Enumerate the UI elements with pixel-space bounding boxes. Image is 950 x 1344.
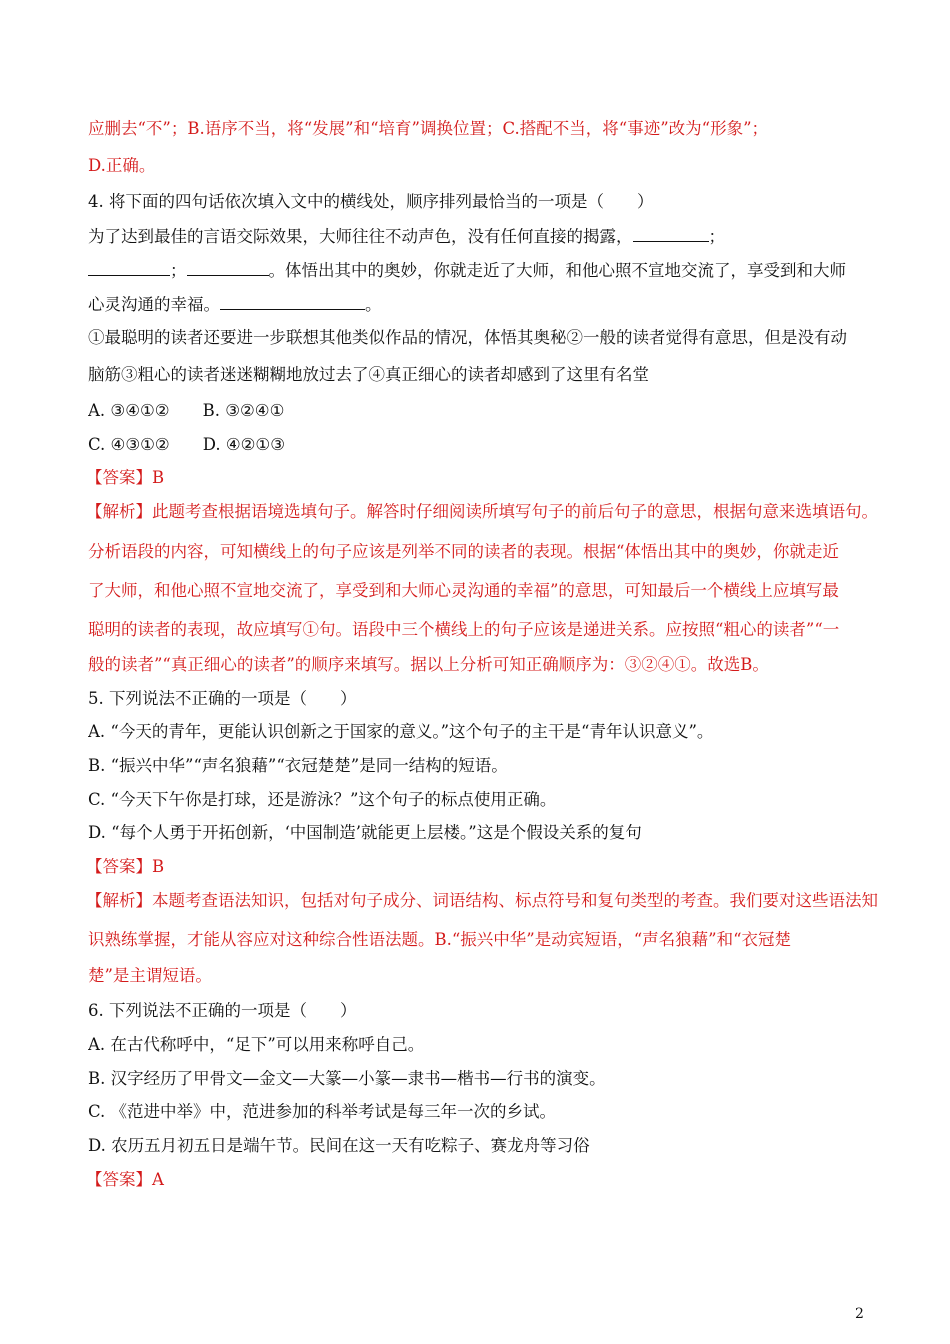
question-4-passage-line-1: [88, 225, 888, 248]
question-5-analysis: [86, 890, 886, 912]
fill-blank: [633, 225, 709, 242]
analysis-text: 本题考查语法知识，包括对句子成分、词语结构、标点符号和复句类型的考查。我们要对这些语法知: [152, 891, 878, 910]
question-4-sentences: ①最聪明的读者还要进一步联想其他类似作品的情况，体悟其奥秘②一般的读者觉得有意思，但是没有动: [88, 328, 847, 347]
question-5-stem: 5. 下列说法不正确的一项是（ ）: [88, 689, 357, 708]
question-4-sentences: 脑筋③粗心的读者迷迷糊糊地放过去了④真正细心的读者却感到了这里有名堂: [88, 365, 649, 384]
answer-value: B: [152, 857, 165, 876]
passage-text: 。体悟出其中的奥妙，你就走近了大师，和他心照不宣地交流了，享受到和大师: [268, 261, 846, 280]
fill-blank: [88, 259, 170, 276]
question-4-analysis: [86, 501, 886, 523]
question-4-options: A. ③④①② B. ③②④①: [88, 401, 285, 420]
page-number: 2: [855, 1306, 864, 1322]
question-5-answer: [86, 856, 886, 878]
analysis-tag: 【解析】: [86, 502, 152, 521]
answer-tag: 【答案】: [86, 857, 152, 876]
analysis-tag: 【解析】: [86, 891, 152, 910]
question-6-option-c: C. 《范进中举》中，范进参加的科举考试是每三年一次的乡试。: [88, 1102, 557, 1121]
explanation-line: D.正确。: [88, 156, 156, 175]
passage-text: 为了达到最佳的言语交际效果，大师往往不动声色，没有任何直接的揭露，: [88, 227, 633, 246]
question-5-analysis: 楚”是主谓短语。: [88, 966, 212, 985]
passage-text: 心灵沟通的幸福。: [88, 295, 220, 314]
question-6-stem: 6. 下列说法不正确的一项是（ ）: [88, 1001, 357, 1020]
question-5-analysis: 识熟练掌握，才能从容应对这种综合性语法题。B.“振兴中华”是动宾短语，“声名狼藉”和“衣冠楚: [88, 930, 792, 949]
question-4-passage-line-3: [88, 293, 888, 316]
question-4-analysis: 聪明的读者的表现，故应填写①句。语段中三个横线上的句子应该是递进关系。应按照“粗心的读者”“一: [88, 620, 840, 639]
question-4-stem: 4. 将下面的四句话依次填入文中的横线处，顺序排列最恰当的一项是（ ）: [88, 192, 654, 211]
fill-blank: [187, 259, 269, 276]
passage-text: ；: [708, 227, 725, 246]
answer-value: B: [152, 468, 165, 487]
question-4-analysis: 了大师，和他心照不宣地交流了，享受到和大师心灵沟通的幸福”的意思，可知最后一个横线上应填写最: [88, 581, 839, 600]
analysis-text: 此题考查根据语境选填句子。解答时仔细阅读所填写句子的前后句子的意思，根据句意来选填语句。: [152, 502, 878, 521]
answer-value: A: [152, 1170, 164, 1189]
question-6-option-b: B. 汉字经历了甲骨文—金文—大篆—小篆—隶书—楷书—行书的演变。: [88, 1069, 606, 1088]
answer-tag: 【答案】: [86, 468, 152, 487]
question-4-passage-line-2: [88, 259, 888, 282]
question-5-option-d: D. “每个人勇于开拓创新，‘中国制造’就能更上层楼。”这是个假设关系的复句: [88, 823, 642, 842]
question-5-option-b: B. “振兴中华”“声名狼藉”“衣冠楚楚”是同一结构的短语。: [88, 756, 508, 775]
explanation-line: 应删去“不”；B.语序不当，将“发展”和“培育”调换位置；C.搭配不当，将“事迹”改为“形象”；: [88, 119, 769, 138]
question-6-answer: [86, 1169, 886, 1191]
question-4-options: C. ④③①② D. ④②①③: [88, 435, 285, 454]
passage-text: 。: [365, 295, 382, 314]
question-6-option-a: A. 在古代称呼中，“足下”可以用来称呼自己。: [88, 1035, 425, 1054]
question-5-option-a: A. “今天的青年，更能认识创新之于国家的意义。”这个句子的主干是“青年认识意义”。: [88, 722, 714, 741]
question-4-analysis: 分析语段的内容，可知横线上的句子应该是列举不同的读者的表现。根据“体悟出其中的奥妙，你就走近: [88, 542, 839, 561]
fill-blank: [220, 293, 365, 310]
question-4-answer: [86, 467, 886, 489]
passage-text: ；: [170, 261, 187, 280]
answer-tag: 【答案】: [86, 1170, 152, 1189]
question-5-option-c: C. “今天下午你是打球，还是游泳？”这个句子的标点使用正确。: [88, 790, 557, 809]
question-4-analysis: 般的读者”“真正细心的读者”的顺序来填写。据以上分析可知正确顺序为：③②④①。故选B。: [88, 655, 769, 674]
question-6-option-d: D. 农历五月初五日是端午节。民间在这一天有吃粽子、赛龙舟等习俗: [88, 1136, 590, 1155]
